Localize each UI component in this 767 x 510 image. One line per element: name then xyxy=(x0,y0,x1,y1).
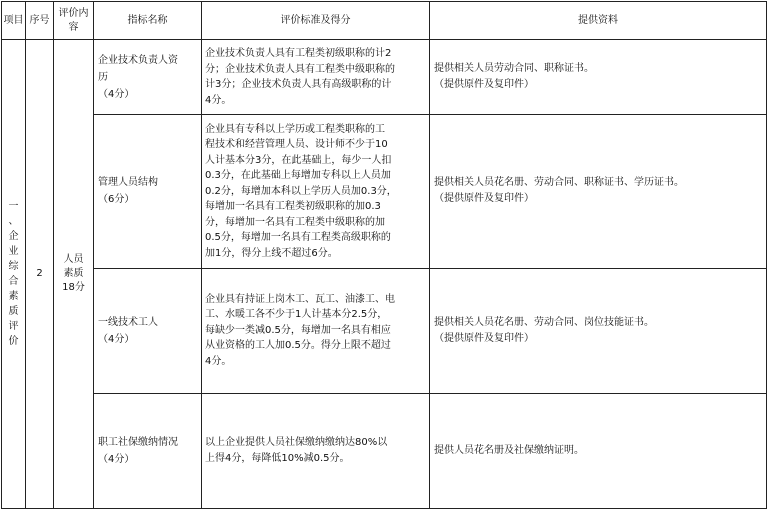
criteria-line: 企业具有持证上岗木工、瓦工、油漆工、电 xyxy=(205,293,395,305)
header-project-text: 项目 xyxy=(3,14,24,26)
criteria-cell xyxy=(202,393,430,508)
project-name-char: 企 xyxy=(8,231,19,243)
indicator-name-cell xyxy=(94,393,202,508)
criteria-line: 加1分，得分上线不超过6分。 xyxy=(205,247,338,259)
project-name-vertical xyxy=(2,199,25,349)
criteria-line: 计3分；企业技术负责人具有高级职称的计 xyxy=(205,79,392,91)
criteria-line: 0.3分，在此基础上每增加专科以上人员加 xyxy=(205,170,391,182)
indicator-name-cell xyxy=(94,40,202,115)
indicator-score-line: （4分） xyxy=(98,453,135,465)
provide-cell xyxy=(430,40,767,115)
criteria-line: 分；企业技术负责人具有工程类中级职称的 xyxy=(205,63,395,75)
provide-line: 提供相关人员劳动合同、职称证书。 xyxy=(434,63,594,75)
criteria-line: 企业具有专科以上学历或工程类职称的工 xyxy=(205,123,385,135)
project-name-char: 一 xyxy=(8,201,19,213)
criteria-line: 0.2分，每增加本科以上学历人员加0.3分， xyxy=(205,185,397,197)
indicator-name-line: 历 xyxy=(98,71,108,83)
project-name-char: 、 xyxy=(8,216,19,228)
indicator-name-line: 一线技术工人 xyxy=(98,316,158,328)
table-row xyxy=(2,115,767,268)
project-name-char: 评 xyxy=(8,321,19,333)
criteria-line: 分，每增加一名具有工程类中级职称的加 xyxy=(205,216,385,228)
criteria-line: 每缺少一类减0.5分，每增加一名具有相应 xyxy=(205,324,391,336)
project-name-char: 综 xyxy=(8,261,19,273)
criteria-cell xyxy=(202,115,430,268)
eval-content-line: 人员 xyxy=(63,254,84,266)
eval-content-cell xyxy=(54,40,94,509)
header-seq xyxy=(26,2,54,40)
provide-cell xyxy=(430,115,767,268)
indicator-name-cell xyxy=(94,115,202,268)
header-row xyxy=(2,2,767,40)
header-indicator-text: 指标名称 xyxy=(127,14,168,26)
criteria-line: 4分。 xyxy=(205,94,232,106)
table-row xyxy=(2,393,767,508)
criteria-line: 工、水暖工各不少于1人计基本分2.5分， xyxy=(205,309,388,321)
criteria-line: 0.5分，每增加一名具有工程类高级职称的 xyxy=(205,232,391,244)
indicator-name-line: 企业技术负责人资 xyxy=(98,54,178,66)
criteria-line: 企业技术负责人具有工程类初级职称的计2 xyxy=(205,48,392,60)
provide-line: 提供相关人员花名册、劳动合同、职称证书、学历证书。 xyxy=(434,177,684,189)
criteria-line: 从业资格的工人加0.5分。得分上限不超过 xyxy=(205,340,391,352)
project-name-char: 质 xyxy=(8,306,19,318)
criteria-line: 每增加一名具有工程类初级职称的加0.3 xyxy=(205,201,381,213)
provide-line: （提供原件及复印件） xyxy=(434,332,534,344)
provide-cell xyxy=(430,393,767,508)
project-name-char: 价 xyxy=(8,336,19,348)
eval-content-line: 素质 xyxy=(63,268,84,280)
header-eval-content-text: 评价内容 xyxy=(58,7,89,33)
header-provide-text: 提供资料 xyxy=(578,14,618,26)
seq-number: 2 xyxy=(36,268,43,280)
seq-cell xyxy=(26,40,54,509)
provide-line: （提供原件及复印件） xyxy=(434,79,534,91)
table-row xyxy=(2,268,767,393)
table-row xyxy=(2,40,767,115)
criteria-line: 4分。 xyxy=(205,355,232,367)
indicator-name-line: 管理人员结构 xyxy=(98,177,158,189)
evaluation-table xyxy=(1,1,767,509)
provide-line: （提供原件及复印件） xyxy=(434,193,534,205)
project-name-char: 业 xyxy=(8,246,19,258)
header-seq-text: 序号 xyxy=(29,14,50,26)
project-cell xyxy=(2,40,26,509)
criteria-line: 上得4分，每降低10%减0.5分。 xyxy=(205,452,350,464)
header-indicator xyxy=(94,2,202,40)
criteria-line: 程技术和经营管理人员、设计师不少于10 xyxy=(205,139,388,151)
criteria-line: 以上企业提供人员社保缴纳缴纳达80%以 xyxy=(205,437,388,449)
header-provide xyxy=(430,2,767,40)
criteria-cell xyxy=(202,268,430,393)
project-name-char: 合 xyxy=(8,276,19,288)
header-criteria xyxy=(202,2,430,40)
indicator-score-line: （6分） xyxy=(98,194,135,206)
indicator-name-line: 职工社保缴纳情况 xyxy=(98,436,178,448)
provide-line: 提供相关人员花名册、劳动合同、岗位技能证书。 xyxy=(434,316,654,328)
header-eval-content xyxy=(54,2,94,40)
provide-line: 提供人员花名册及社保缴纳证明。 xyxy=(434,444,584,456)
project-name-char: 素 xyxy=(8,291,19,303)
indicator-score-line: （4分） xyxy=(98,88,135,100)
header-project xyxy=(2,2,26,40)
criteria-line: 人计基本分3分，在此基础上，每少一人扣 xyxy=(205,154,392,166)
provide-cell xyxy=(430,268,767,393)
indicator-score-line: （4分） xyxy=(98,333,135,345)
eval-content-line: 18分 xyxy=(62,282,85,294)
indicator-name-cell xyxy=(94,268,202,393)
header-criteria-text: 评价标准及得分 xyxy=(280,14,351,26)
criteria-cell xyxy=(202,40,430,115)
